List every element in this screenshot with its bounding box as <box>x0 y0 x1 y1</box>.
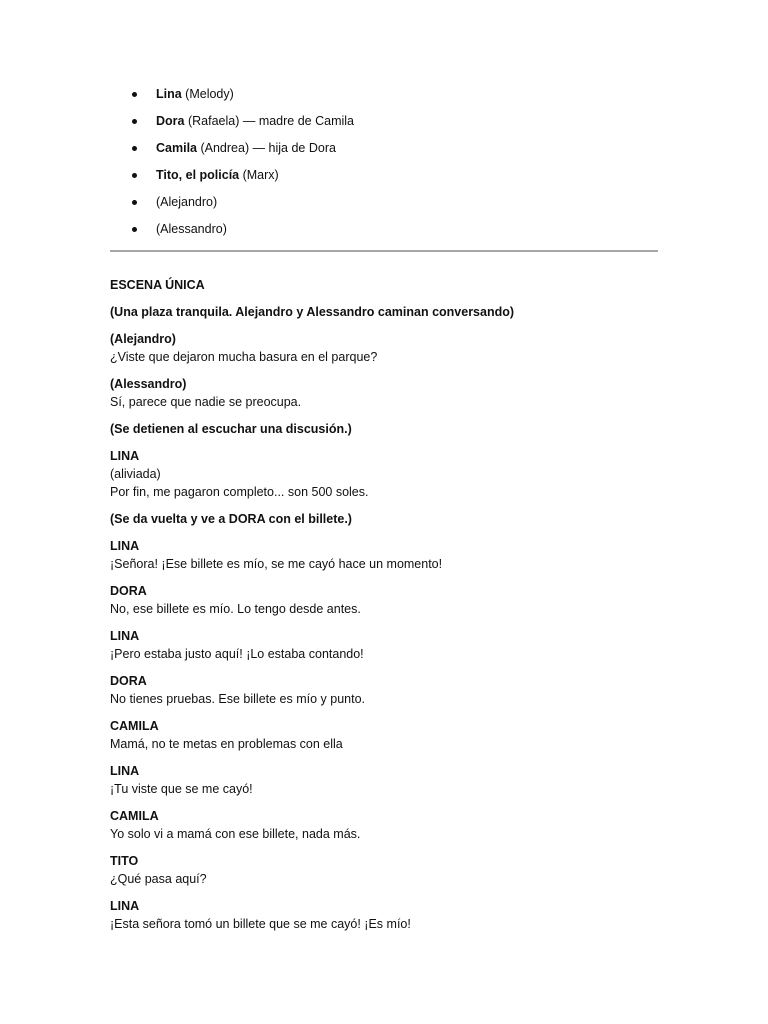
scene-title: ESCENA ÚNICA <box>110 278 205 292</box>
dialogue-block <box>110 897 670 933</box>
cast-item <box>110 192 354 219</box>
dialogue-line: Sí, parece que nadie se preocupa. <box>110 395 302 409</box>
dialogue-line: ¡Pero estaba justo aquí! ¡Lo estaba contando! <box>110 647 364 661</box>
dialogue-block <box>110 807 670 843</box>
dialogue-line: ¡Señora! ¡Ese billete es mío, se me cayó hace un momento! <box>110 557 443 571</box>
speaker-name: LINA <box>110 449 140 463</box>
dialogue-block <box>110 852 670 888</box>
dialogue-line: (aliviada) <box>110 467 161 481</box>
scene-setting: (Una plaza tranquila. Alejandro y Alessandro caminan conversando) <box>110 305 515 319</box>
dialogue-line: No tienes pruebas. Ese billete es mío y punto. <box>110 692 366 706</box>
cast-name: Camila <box>156 141 197 155</box>
cast-detail: (Melody) <box>181 87 234 101</box>
dialogue-line: ¡Tu viste que se me cayó! <box>110 782 253 796</box>
dialogue-block <box>110 330 670 366</box>
horizontal-divider <box>110 250 658 252</box>
cast-item <box>110 165 354 192</box>
dialogue-block <box>110 627 670 663</box>
speaker-name: LINA <box>110 899 140 913</box>
script-body <box>110 276 670 942</box>
bullet-icon <box>132 200 137 205</box>
speaker-name: DORA <box>110 674 147 688</box>
cast-list <box>110 84 354 246</box>
bullet-icon <box>132 227 137 232</box>
speaker-name: CAMILA <box>110 809 159 823</box>
cast-name: Tito, el policía <box>156 168 240 182</box>
dialogue-block <box>110 672 670 708</box>
stage-direction: (Se da vuelta y ve a DORA con el billete.) <box>110 512 352 526</box>
stage-direction: (Se detienen al escuchar una discusión.) <box>110 422 352 436</box>
cast-detail: (Alejandro) <box>156 195 218 209</box>
dialogue-line: ¿Viste que dejaron mucha basura en el parque? <box>110 350 378 364</box>
speaker-name: CAMILA <box>110 719 159 733</box>
cast-detail: (Rafaela) — madre de Camila <box>184 114 354 128</box>
dialogue-block <box>110 375 670 411</box>
cast-item <box>110 219 354 246</box>
bullet-icon <box>132 119 137 124</box>
speaker-name: LINA <box>110 539 140 553</box>
dialogue-blocks <box>110 330 670 933</box>
speaker-name: LINA <box>110 629 140 643</box>
dialogue-line: Por fin, me pagaron completo... son 500 soles. <box>110 485 369 499</box>
dialogue-block <box>110 582 670 618</box>
dialogue-block <box>110 537 670 573</box>
bullet-icon <box>132 146 137 151</box>
bullet-icon <box>132 92 137 97</box>
speaker-name: LINA <box>110 764 140 778</box>
speaker-name: TITO <box>110 854 139 868</box>
cast-item <box>110 111 354 138</box>
dialogue-line: Yo solo vi a mamá con ese billete, nada más. <box>110 827 361 841</box>
dialogue-line: No, ese billete es mío. Lo tengo desde antes. <box>110 602 361 616</box>
cast-detail: (Marx) <box>239 168 279 182</box>
dialogue-block <box>110 717 670 753</box>
cast-name: Dora <box>156 114 185 128</box>
speaker-name: (Alessandro) <box>110 377 187 391</box>
dialogue-block <box>110 447 670 501</box>
bullet-icon <box>132 173 137 178</box>
cast-item <box>110 138 354 165</box>
speaker-name: DORA <box>110 584 147 598</box>
dialogue-block <box>110 762 670 798</box>
speaker-name: (Alejandro) <box>110 332 176 346</box>
cast-detail: (Andrea) — hija de Dora <box>197 141 336 155</box>
dialogue-line: Mamá, no te metas en problemas con ella <box>110 737 343 751</box>
dialogue-line: ¿Qué pasa aquí? <box>110 872 207 886</box>
dialogue-line: ¡Esta señora tomó un billete que se me cayó! ¡Es mío! <box>110 917 411 931</box>
cast-name: Lina <box>156 87 182 101</box>
cast-item <box>110 84 354 111</box>
cast-detail: (Alessandro) <box>156 222 227 236</box>
